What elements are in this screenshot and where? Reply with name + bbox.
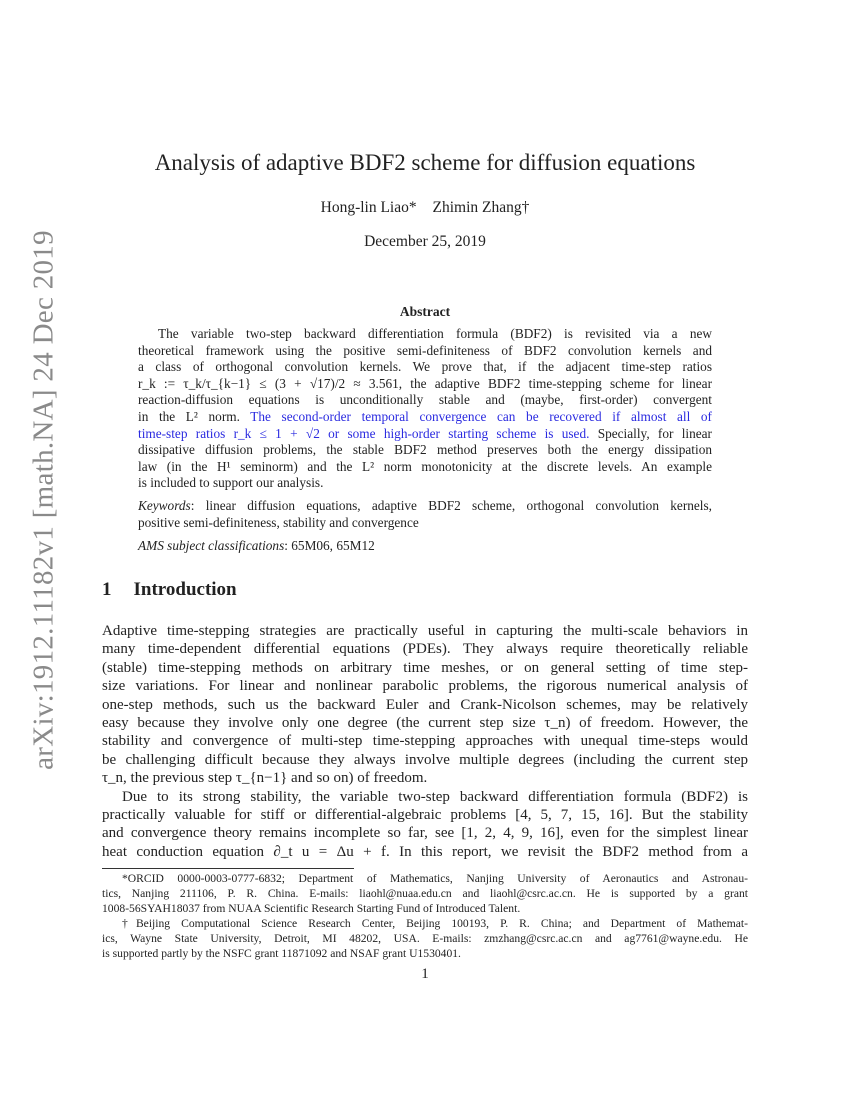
keywords-text: : linear diffusion equations, adaptive BDF2 scheme, orthogonal convolution kernels, [190, 498, 712, 513]
body-line: and convergence theory remains incomplete so far, see [1, 2, 4, 9, 16], even for the simplest linear [102, 825, 748, 842]
footnote-line: †Beijing Computational Science Research Center, Beijing 100193, P. R. China; and Department of Mathemat- [122, 917, 748, 930]
arxiv-stamp: arXiv:1912.11182v1 [math.NA] 24 Dec 2019 [27, 230, 60, 770]
body-line: heat conduction equation ∂_t u = Δu + f. In this report, we revisit the BDF2 method from a [102, 843, 748, 860]
abstract-line: law (in the H¹ seminorm) and the L² norm monotonicity at the discrete levels. An example [138, 458, 712, 474]
page-number: 1 [421, 966, 429, 982]
abstract-text: Specially, for linear [589, 425, 712, 441]
introduction-body [102, 622, 748, 861]
authors [0, 199, 850, 217]
keywords-label: Keywords [138, 498, 191, 513]
footnote-line: is supported partly by the NSFC grant 11871092 and NSAF grant U1530401. [102, 947, 461, 960]
date: December 25, 2019 [364, 233, 486, 250]
body-line: τ_n, the previous step τ_{n−1} and so on) of freedom. [102, 770, 428, 787]
body-line: (stable) time-stepping methods on arbitrary time meshes, or on general setting of time step- [102, 659, 748, 676]
section-heading [102, 579, 259, 601]
body-line: size variations. For linear and nonlinear parabolic problems, the rigorous numerical analysis of [102, 678, 748, 695]
ams-label: AMS subject classifications [138, 538, 285, 553]
abstract-line: theoretical framework using the positive semi-definiteness of BDF2 convolution kernels and [138, 342, 712, 358]
keywords-line [138, 498, 712, 515]
body-line: stability and convergence of multi-step time-stepping approaches with unequal time-steps would [102, 733, 748, 750]
section-title: Introduction [133, 579, 237, 600]
abstract-text: in the L² norm. [138, 408, 251, 424]
ams-value: : 65M06, 65M12 [284, 538, 375, 553]
abstract-heading: Abstract [399, 304, 451, 319]
footnote-line: 1008-56SYAH18037 from NUAA Scientific Research Starting Fund of Introduced Talent. [102, 902, 521, 915]
body-line: Due to its strong stability, the variable two-step backward differentiation formula (BDF2) is [122, 788, 748, 805]
body-line: one-step methods, such us the backward Euler and Crank-Nicolson schemes, may be relatively [102, 696, 748, 713]
footnote-line: ics, Wayne State University, Detroit, MI 48202, USA. E-mails: zmzhang@csrc.ac.cn and ag7761@wayne.edu. He [102, 932, 748, 945]
abstract-line [138, 426, 712, 443]
author: Zhimin Zhang† [432, 199, 530, 216]
footnotes [102, 871, 748, 961]
highlighted-text: time-step ratios r_k ≤ 1 + √2 or some high-order starting scheme is used. [138, 425, 590, 441]
footnote-line: tics, Nanjing 211106, P. R. China. E-mails: liaohl@nuaa.edu.cn and liaohl@csrc.ac.cn. He is supported by a grant [102, 887, 748, 900]
body-line: easy because they involve only one degree (the current step size τ_n) of freedom. However, the [102, 715, 748, 732]
abstract-body [138, 326, 712, 492]
body-line: Adaptive time-stepping strategies are practically useful in capturing the multi-scale behaviors in [102, 623, 748, 639]
abstract-line: The variable two-step backward differentiation formula (BDF2) is revisited via a new [158, 326, 712, 341]
keywords [138, 498, 712, 531]
abstract-line: reaction-diffusion equations is unconditionally stable and (maybe, first-order) convergent [138, 392, 712, 408]
body-line: be challenging difficult because they always involve multiple degrees (including the current step [102, 751, 748, 768]
section-number: 1 [102, 579, 112, 600]
abstract-line: dissipative diffusion problems, the stable BDF2 method preserves both the energy dissipation [138, 442, 712, 458]
abstract-line: r_k := τ_k/τ_{k−1} ≤ (3 + √17)/2 ≈ 3.561, the adaptive BDF2 time-stepping scheme for linear [138, 375, 712, 391]
author: Hong-lin Liao* [320, 199, 417, 216]
body-line: many time-dependent differential equations (PDEs). They always require theoretically reliable [102, 641, 748, 658]
body-line: practically valuable for stiff or differential-algebraic problems [4, 5, 7, 15, 16]. But the stability [102, 807, 748, 824]
footnote-line: *ORCID 0000-0003-0777-6832; Department of Mathematics, Nanjing University of Aeronautics and Astronau- [122, 872, 748, 885]
ams-classification [138, 538, 375, 554]
abstract-line [138, 409, 712, 426]
highlighted-text: The second-order temporal convergence can be recovered if almost all of [250, 408, 712, 424]
footnote-rule [102, 868, 354, 869]
keywords-line: positive semi-definiteness, stability and convergence [138, 514, 419, 530]
abstract-line: is included to support our analysis. [138, 475, 324, 491]
paper-title: Analysis of adaptive BDF2 scheme for diffusion equations [154, 150, 696, 175]
abstract-line: a class of orthogonal convolution kernels. We prove that, if the adjacent time-step ratios [138, 359, 712, 375]
